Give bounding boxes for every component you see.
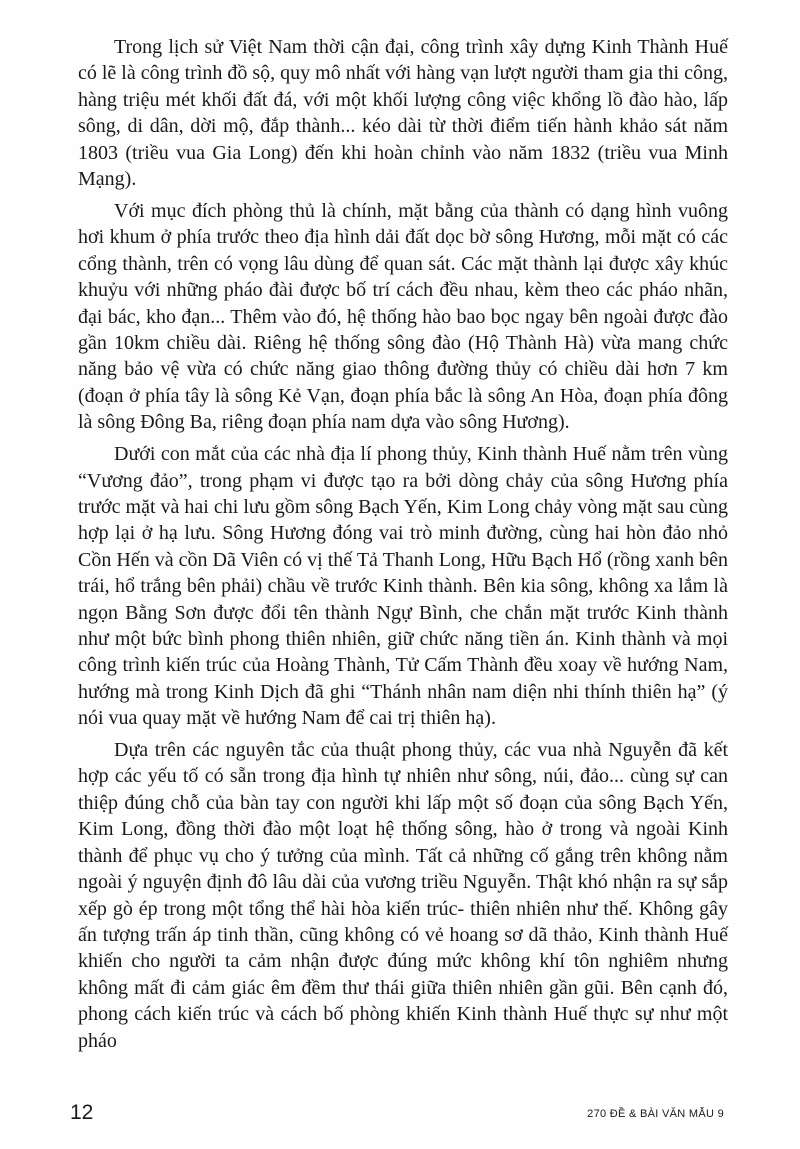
body-text [78, 34, 728, 1059]
page-number: 12 [70, 1101, 94, 1124]
paragraph-2: Với mục đích phòng thủ là chính, mặt bằng của thành có dạng hình vuông hơi khum ở phía trước theo địa hình dải đất dọc bờ sông Hương, mỗi mặt có các cổng thành, trên có vọng lâu dùng để quan sát. Các mặt thành lại được xây khúc khuỷu với những pháo đài được bố trí cách đều nhau, kèm theo các pháo nhãn, đại bác, kho đạn... Thêm vào đó, hệ thống hào bao bọc ngay bên ngoài được đào gần 10km chiều dài. Riêng hệ thống sông đào (Hộ Thành Hà) vừa mang chức năng bảo vệ vừa có chức năng giao thông đường thủy có chiều dài hơn 7 km (đoạn ở phía tây là sông Kẻ Vạn, đoạn phía bắc là sông An Hòa, đoạn phía đông là sông Đông Ba, riêng đoạn phía nam dựa vào sông Hương). [78, 199, 728, 434]
paragraph-4: Dựa trên các nguyên tắc của thuật phong thủy, các vua nhà Nguyễn đã kết hợp các yếu tố có sẵn trong địa hình tự nhiên như sông, núi, đảo... cùng sự can thiệp đúng chỗ của bàn tay con người khi lấp một số đoạn của sông Bạch Yến, Kim Long, đồng thời đào một loạt hệ thống sông, hào ở trong và ngoài Kinh thành để phục vụ cho ý tưởng của mình. Tất cả những cố gắng trên không nằm ngoài ý nguyện định đô lâu dài của vương triều Nguyễn. Thật khó nhận ra sự sắp xếp gò ép trong một tổng thể hài hòa kiến trúc- thiên nhiên như thế. Không gây ấn tượng trấn áp tinh thần, cũng không có vẻ hoang sơ dã thảo, Kinh thành Huế khiến cho người ta cảm nhận được đúng mức không khí tôn nghiêm nhưng không mất đi cảm giác êm đềm thư thái giữa thiên nhiên gần gũi. Bên cạnh đó, phong cách kiến trúc và cách bố phòng khiến Kinh thành Huế thực sự như một pháo [78, 739, 728, 1052]
paragraph-1: Trong lịch sử Việt Nam thời cận đại, công trình xây dựng Kinh Thành Huế có lẽ là công trình đồ sộ, quy mô nhất với hàng vạn lượt người tham gia thi công, hàng triệu mét khối đất đá, với một khối lượng công việc khổng lồ đào hào, lấp sông, di dân, dời mộ, đắp thành... kéo dài từ thời điểm tiến hành khảo sát năm 1803 (triều vua Gia Long) đến khi hoàn chỉnh vào năm 1832 (triều vua Minh Mạng). [78, 36, 728, 191]
running-footer-title: 270 ĐỀ & BÀI VĂN MẪU 9 [587, 1108, 724, 1120]
paragraph-3: Dưới con mắt của các nhà địa lí phong thủy, Kinh thành Huế nằm trên vùng “Vương đảo”, trong phạm vi được tạo ra bởi dòng chảy của sông Hương phía trước mặt và hai chi lưu gồm sông Bạch Yến, Kim Long chảy vòng mặt sau cùng hợp lại ở hạ lưu. Sông Hương đóng vai trò minh đường, cùng hai hòn đảo nhỏ Cồn Hến và cồn Dã Viên có vị thế Tả Thanh Long, Hữu Bạch Hổ (rồng xanh bên trái, hổ trắng bên phải) chầu về trước Kinh thành. Bên kia sông, không xa lắm là ngọn Bằng Sơn được đổi tên thành Ngự Bình, che chắn mặt trước Kinh thành như một bức bình phong thiên nhiên, giữ chức năng tiền án. Kinh thành và mọi công trình kiến trúc của Hoàng Thành, Tử Cấm Thành đều xoay về hướng Nam, hướng mà trong Kinh Dịch đã ghi “Thánh nhân nam diện nhi thính thiên hạ” (ý nói vua quay mặt về hướng Nam để cai trị thiên hạ). [78, 443, 728, 730]
